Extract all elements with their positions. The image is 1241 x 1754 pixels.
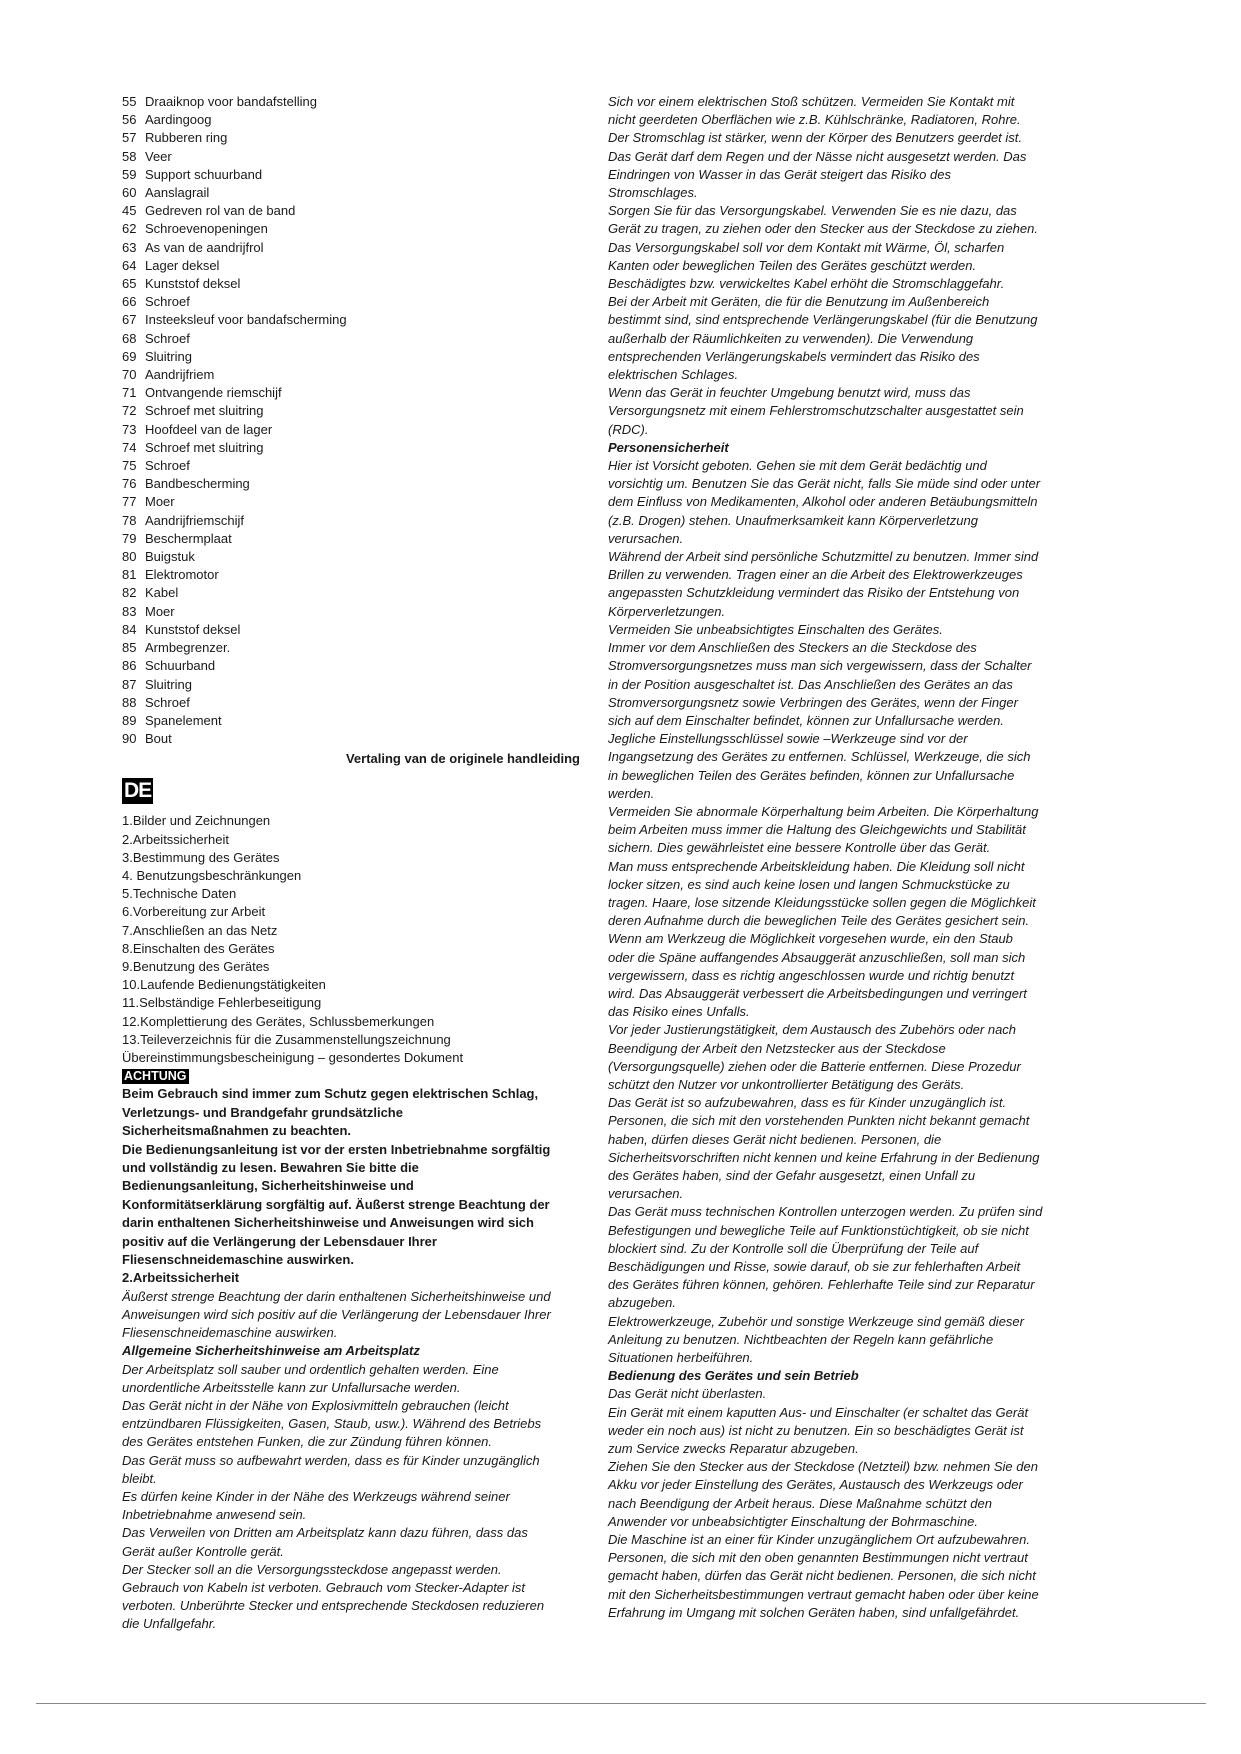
body-line: des Gerätes haben, sind der Gefahr ausgesetzt, einen Unfall zu: [608, 1167, 976, 1183]
body-line: Während der Arbeit sind persönliche Schutzmittel zu benutzen. Immer sind: [608, 549, 1039, 565]
part-label: Veer: [145, 148, 172, 164]
part-number: 63: [122, 239, 137, 255]
toc-item: 3.Bestimmung des Gerätes: [122, 849, 280, 865]
list-item: [122, 439, 580, 457]
warning-line: Bedienungsanleitung, Sicherheitshinweise und: [122, 1178, 414, 1194]
list-item: [122, 111, 580, 129]
part-label: Buigstuk: [145, 549, 195, 565]
part-label: Bout: [145, 731, 172, 747]
body-line: Beendigung der Arbeit den Netzstecker aus der Steckdose: [608, 1040, 946, 1056]
part-label: Elektromotor: [145, 567, 219, 583]
body-line: Ingangsetzung des Gerätes zu entfernen. Schlüssel, Werkzeuge, die sich: [608, 749, 1031, 765]
part-number: 77: [122, 494, 137, 510]
body-line: bleibt.: [122, 1470, 157, 1486]
part-number: 72: [122, 403, 137, 419]
part-label: Insteeksleuf voor bandafscherming: [145, 312, 347, 328]
list-item: [122, 548, 580, 566]
list-item: [122, 239, 580, 257]
body-line: sich auf dem Einschalter befindet, können zur Unfallursache werden.: [608, 712, 1004, 728]
list-item: [122, 202, 580, 220]
list-item: [122, 639, 580, 657]
body-line: Eindringen von Wasser in das Gerät steigert das Risiko des: [608, 166, 951, 182]
toc-item: 6.Vorbereitung zur Arbeit: [122, 904, 266, 920]
part-number: 57: [122, 130, 137, 146]
body-line: Das Gerät nicht überlasten.: [608, 1386, 767, 1402]
body-line: Anleitung zu benutzen. Nichtbeachten der Regeln kann gefährliche: [608, 1331, 994, 1347]
body-line: sichern. Dies gewährleistet eine bessere Kontrolle über das Gerät.: [608, 840, 991, 856]
body-line: nach Beendigung der Arbeit heraus. Diese Maßnahme schützt den: [608, 1495, 992, 1511]
toc-item: 4. Benutzungsbeschränkungen: [122, 867, 302, 883]
part-label: Schroef met sluitring: [145, 403, 264, 419]
body-line: entsprechenden Verlängerungskabels vermindert das Risiko des: [608, 348, 980, 364]
body-line: Bei der Arbeit mit Geräten, die für die Benutzung im Außenbereich: [608, 294, 990, 310]
list-item: [122, 257, 580, 275]
part-label: Sluitring: [145, 348, 192, 364]
warning-text: [122, 1085, 580, 1287]
body-line: haben, dürfen dieses Gerät nicht bedienen. Personen, die: [608, 1131, 942, 1147]
body-line: wird. Das Absauggerät verbessert die Arbeitsbedingungen und verringert: [608, 985, 1027, 1001]
list-item: [122, 475, 580, 493]
body-line: Versorgungsnetz mit einem Fehlerstromschutzschalter ausgestattet sein: [608, 403, 1024, 419]
body-line: Der Stecker soll an die Versorgungssteckdose angepasst werden.: [122, 1561, 502, 1577]
body-line: Hier ist Vorsicht geboten. Gehen sie mit dem Gerät bedächtig und: [608, 458, 987, 474]
body-line: zum Service zwecks Reparatur abzugeben.: [608, 1441, 859, 1457]
warning-line: 2.Arbeitssicherheit: [122, 1270, 240, 1286]
body-line: Ziehen Sie den Stecker aus der Steckdose (Netzteil) bzw. nehmen Sie den: [608, 1459, 1038, 1475]
part-number: 45: [122, 203, 137, 219]
part-label: Support schuurband: [145, 166, 263, 182]
body-line: Stromschlages.: [608, 185, 698, 201]
part-number: 82: [122, 585, 137, 601]
left-body-text: [122, 1288, 580, 1634]
part-number: 66: [122, 294, 137, 310]
body-line: Vermeiden Sie abnormale Körperhaltung beim Arbeiten. Die Körperhaltung: [608, 803, 1039, 819]
part-label: Beschermplaat: [145, 530, 232, 546]
left-column: [122, 93, 580, 1634]
list-item: [122, 348, 580, 366]
list-item: [122, 676, 580, 694]
list-item: [122, 402, 580, 420]
part-label: Gedreven rol van de band: [145, 203, 296, 219]
body-line: Das Gerät muss so aufbewahrt werden, dass es für Kinder unzugänglich: [122, 1452, 540, 1468]
part-number: 81: [122, 567, 137, 583]
body-line: Das Gerät darf dem Regen und der Nässe nicht ausgesetzt werden. Das: [608, 148, 1027, 164]
toc-item: 10.Laufende Bedienungstätigkeiten: [122, 977, 326, 993]
list-item: [122, 220, 580, 238]
list-item: [122, 584, 580, 602]
body-line: Das Verweilen von Dritten am Arbeitsplatz kann dazu führen, dass das: [122, 1525, 528, 1541]
list-item: [122, 621, 580, 639]
translation-caption: Vertaling van de originele handleiding: [345, 751, 580, 767]
part-number: 73: [122, 421, 137, 437]
body-line: Fliesenschneidemaschine auswirken.: [122, 1325, 338, 1341]
list-item: [122, 566, 580, 584]
body-line: Gerät außer Kontrolle gerät.: [122, 1543, 284, 1559]
warning-line: Fliesenschneidemaschine auswirken.: [122, 1252, 354, 1268]
list-item: [122, 93, 580, 111]
part-label: Kunststof deksel: [145, 276, 241, 292]
body-line: Anweisungen wird sich positiv auf die Verlängerung der Lebensdauer Ihrer: [122, 1307, 551, 1323]
body-line: (z.B. Drogen) stehen. Unaufmerksamkeit kann Körperverletzung: [608, 512, 978, 528]
body-line: Gebrauch von Kabeln ist verboten. Gebrauch vom Stecker-Adapter ist: [122, 1580, 525, 1596]
body-line: bestimmt sind, sind entsprechende Verlängerungskabel (für die Benutzung: [608, 312, 1038, 328]
body-line: Beschädigungen und Risse, sowie darauf, ob sie zur fehlerhaften Arbeit: [608, 1259, 1021, 1274]
part-label: Aandrijfriemschijf: [145, 512, 244, 528]
part-label: Moer: [145, 494, 175, 510]
body-line: vorsichtig um. Benutzen Sie das Gerät nicht, falls Sie müde sind oder unter: [608, 476, 1041, 492]
part-number: 70: [122, 367, 137, 383]
part-number: 86: [122, 658, 137, 674]
list-item: [122, 603, 580, 621]
part-number: 59: [122, 166, 137, 182]
part-number: 80: [122, 549, 137, 565]
body-line: Immer vor dem Anschließen des Steckers an die Steckdose des: [608, 640, 977, 656]
list-item: [122, 457, 580, 475]
body-line: außerhalb der Räumlichkeiten zu verwenden). Die Verwendung: [608, 330, 974, 346]
list-item: [122, 311, 580, 329]
list-item: [122, 366, 580, 384]
body-line: die Unfallgefahr.: [122, 1616, 217, 1632]
body-line: Der Stromschlag ist stärker, wenn der Körper des Benutzers geerdet ist.: [608, 130, 1023, 146]
toc-item: 5.Technische Daten: [122, 886, 237, 902]
body-line: unordentliche Arbeitsstelle kann zur Unfallursache werden.: [122, 1379, 461, 1395]
body-line: Stromversorgungsnetzes muss man sich vergewissern, dass der Schalter: [608, 658, 1032, 674]
part-label: Schroef met sluitring: [145, 439, 264, 455]
body-line: vergewissern, dass es richtig angeschlossen wurde und richtig benutzt: [608, 967, 1015, 983]
body-line: dem Einfluss von Medikamenten, Alkohol oder anderen Betäubungsmitteln: [608, 494, 1038, 510]
part-number: 79: [122, 530, 137, 546]
body-line: Man muss entsprechende Arbeitskleidung haben. Die Kleidung soll nicht: [608, 858, 1025, 874]
toc-item: 13.Teileverzeichnis für die Zusammenstellungszeichnung: [122, 1031, 451, 1047]
body-line: Wenn am Werkzeug die Möglichkeit vorgesehen wurde, ein den Staub: [608, 931, 1013, 947]
body-line: Gerät zu tragen, zu ziehen oder den Stecker aus der Steckdose zu ziehen.: [608, 221, 1038, 237]
body-line: in der Position ausgeschaltet ist. Das Anschließen des Gerätes an das: [608, 676, 1013, 692]
body-line: (Versorgungsquelle) ziehen oder die Batterie entfernen. Diese Prozedur: [608, 1058, 1021, 1074]
part-label: Schroef: [145, 458, 190, 474]
body-line: Jegliche Einstellungsschlüssel sowie –Werkzeuge sind vor der: [608, 731, 968, 747]
part-label: Schroevenopeningen: [145, 221, 268, 237]
part-label: Ontvangende riemschijf: [145, 385, 282, 401]
warning-line: Beim Gebrauch sind immer zum Schutz gegen elektrischen Schlag,: [122, 1086, 539, 1102]
part-label: Rubberen ring: [145, 130, 228, 146]
part-label: Aardingoog: [145, 112, 212, 128]
warning-line: Verletzungs- und Brandgefahr grundsätzliche: [122, 1104, 403, 1120]
body-line: Das Gerät ist so aufzubewahren, dass es für Kinder unzugänglich ist.: [608, 1095, 1007, 1111]
table-of-contents: [122, 812, 580, 1067]
part-number: 90: [122, 731, 137, 747]
part-label: Schuurband: [145, 658, 216, 674]
part-number: 71: [122, 385, 137, 401]
body-line: deren Aufnahme durch die beweglichen Teile des Gerätes gesichert sein.: [608, 913, 1030, 929]
body-line: beim Arbeiten muss immer die Haltung des Gleichgewichts und Stabilität: [608, 822, 1026, 838]
part-label: Bandbescherming: [145, 476, 250, 492]
body-line: Personen, die sich mit den oben genannten Bestimmungen nicht vertraut: [608, 1550, 1028, 1566]
toc-item: 1.Bilder und Zeichnungen: [122, 813, 271, 829]
warning-line: positiv auf die Verlängerung der Lebensdauer Ihrer: [122, 1233, 437, 1249]
body-line: Anwender vor unbeabsichtigter Einschaltung der Bohrmaschine.: [608, 1513, 978, 1529]
body-line: Ein Gerät mit einem kaputten Aus- und Einschalter (er schaltet das Gerät: [608, 1404, 1029, 1420]
part-label: Schroef: [145, 294, 190, 310]
part-label: Sluitring: [145, 676, 192, 692]
body-line: weder ein noch aus) ist nicht zu benutzen. Ein so beschädigtes Gerät ist: [608, 1422, 1024, 1438]
part-number: 75: [122, 458, 137, 474]
part-label: Lager deksel: [145, 257, 220, 273]
section-heading: Allgemeine Sicherheitshinweise am Arbeitsplatz: [122, 1343, 420, 1359]
body-line: Das Gerät nicht in der Nähe von Explosivmitteln gebrauchen (leicht: [122, 1398, 509, 1414]
list-item: [122, 421, 580, 439]
body-line: Akku vor jeder Einstellung des Gerätes, Austausch des Werkzeugs oder: [608, 1477, 1023, 1493]
body-line: Kanten oder beweglichen Teilen des Gerätes geschützt werden.: [608, 257, 977, 273]
right-column: [608, 93, 1078, 1622]
body-line: Vor jeder Justierungstätigkeit, dem Austausch des Zubehörs oder nach: [608, 1022, 1017, 1038]
body-line: blockiert sind. Zu der Kontrolle soll die Überprüfung der Teile auf: [608, 1240, 979, 1256]
part-number: 56: [122, 112, 137, 128]
part-number: 74: [122, 439, 137, 455]
body-line: verursachen.: [608, 530, 684, 546]
body-line: Beschädigtes bzw. verwickeltes Kabel erhöht die Stromschlaggefahr.: [608, 276, 1005, 292]
body-line: mit den Sicherheitsbestimmungen vertraut gemacht haben oder über keine: [608, 1586, 1039, 1602]
part-number: 67: [122, 312, 137, 328]
warning-label: ACHTUNG: [124, 1069, 187, 1084]
body-line: das Risiko eines Unfalls.: [608, 1004, 750, 1020]
body-line: nicht geerdeten Oberflächen wie z.B. Kühlschränke, Radiatoren, Rohre.: [608, 112, 1021, 128]
part-number: 84: [122, 621, 137, 637]
body-line: Das Gerät muss technischen Kontrollen unterzogen werden. Zu prüfen sind: [608, 1204, 1043, 1220]
body-line: Körperverletzungen.: [608, 603, 726, 619]
body-line: verursachen.: [608, 1186, 684, 1202]
part-label: Kunststof deksel: [145, 621, 241, 637]
part-number: 55: [122, 94, 137, 109]
list-item: [122, 730, 580, 748]
part-label: As van de aandrijfrol: [145, 239, 264, 255]
section-heading: Bedienung des Gerätes und sein Betrieb: [608, 1368, 859, 1384]
toc-item: 7.Anschließen an das Netz: [122, 922, 278, 938]
body-line: Erfahrung im Umgang mit solchen Geräten haben, sind unfallgefährdet.: [608, 1604, 1020, 1620]
body-line: in beweglichen Teilen des Gerätes befinden, können zur Unfallursache: [608, 767, 1015, 783]
part-number: 83: [122, 603, 137, 619]
list-item: [122, 712, 580, 730]
language-badge-de: DE: [124, 779, 152, 803]
part-label: Armbegrenzer.: [145, 640, 231, 656]
body-line: Wenn das Gerät in feuchter Umgebung benutzt wird, muss das: [608, 385, 971, 401]
body-line: Die Maschine ist an einer für Kinder unzugänglichem Ort aufzubewahren.: [608, 1532, 1031, 1548]
part-number: 78: [122, 512, 137, 528]
body-line: Befestigungen und bewegliche Teile auf Funktionstüchtigkeit, ob sie nicht: [608, 1222, 1029, 1238]
part-label: Kabel: [145, 585, 179, 601]
body-line: Situationen herbeiführen.: [608, 1350, 754, 1366]
part-number: 68: [122, 330, 137, 346]
parts-list: [122, 93, 580, 748]
part-number: 62: [122, 221, 137, 237]
body-line: (RDC).: [608, 421, 649, 437]
part-label: Aandrijfriem: [145, 367, 215, 383]
list-item: [122, 384, 580, 402]
list-item: [122, 129, 580, 147]
part-number: 89: [122, 712, 137, 728]
body-line: Brillen zu verwenden. Tragen einer an die Arbeit des Elektrowerkzeuges: [608, 567, 1023, 583]
body-line: locker sitzen, es sind auch keine losen und langen Schmuckstücke zu: [608, 876, 1010, 892]
section-heading: Personensicherheit: [608, 439, 729, 455]
body-line: Personen, die sich mit den vorstehenden Punkten nicht bekannt gemacht: [608, 1113, 1030, 1129]
list-item: [122, 694, 580, 712]
part-number: 88: [122, 694, 137, 710]
body-line: Äußerst strenge Beachtung der darin enthaltenen Sicherheitshinweise und: [122, 1288, 551, 1304]
body-line: abzugeben.: [608, 1295, 676, 1311]
body-line: Es dürfen keine Kinder in der Nähe des Werkzeugs während seiner: [122, 1489, 510, 1505]
toc-item: 11.Selbständige Fehlerbeseitigung: [122, 995, 322, 1011]
warning-line: Sicherheitsmaßnahmen zu beachten.: [122, 1123, 352, 1139]
part-number: 65: [122, 276, 137, 292]
toc-item: 8.Einschalten des Gerätes: [122, 940, 275, 956]
toc-item: Übereinstimmungsbescheinigung – gesondertes Dokument: [122, 1049, 464, 1065]
body-line: oder die Späne auffangendes Absauggerät anzuschließen, soll man sich: [608, 949, 1026, 965]
body-line: entzündbaren Flüssigkeiten, Gasen, Staub, usw.). Während des Betriebs: [122, 1416, 542, 1432]
list-item: [122, 330, 580, 348]
toc-item: 2.Arbeitssicherheit: [122, 831, 229, 847]
body-line: Stromversorgungsnetz sowie Verbringen des Gerätes, wenn der Finger: [608, 694, 1018, 710]
body-line: schützt den Nutzer vor unkontrollierter Betätigung des Geräts.: [608, 1076, 965, 1092]
body-line: angepassten Schutzkleidung vermindert das Risiko der Entstehung von: [608, 585, 1020, 601]
body-line: elektrischen Schlages.: [608, 367, 739, 383]
body-line: gemacht haben, dürfen das Gerät nicht bedienen. Personen, die sich nicht: [608, 1568, 1036, 1584]
body-line: tragen. Haare, lose sitzende Kleidungsstücke sollen gegen die Möglichkeit: [608, 894, 1036, 910]
part-label: Draaiknop voor bandafstelling: [145, 94, 317, 109]
body-line: Sicherheitsvorschriften nicht kennen und keine Erfahrung in der Bedienung: [608, 1149, 1040, 1165]
body-line: Das Versorgungskabel soll vor dem Kontakt mit Wärme, Öl, scharfen: [608, 239, 1005, 255]
part-number: 60: [122, 185, 137, 201]
list-item: [122, 275, 580, 293]
part-label: Hoofdeel van de lager: [145, 421, 273, 437]
body-line: Sorgen Sie für das Versorgungskabel. Verwenden Sie es nie dazu, das: [608, 203, 1017, 219]
warning-line: Die Bedienungsanleitung ist vor der ersten Inbetriebnahme sorgfältig: [122, 1141, 551, 1157]
part-label: Moer: [145, 603, 175, 619]
part-label: Schroef: [145, 330, 190, 346]
list-item: [122, 493, 580, 511]
list-item: [122, 184, 580, 202]
footer-rule: [36, 1703, 1206, 1704]
part-number: 76: [122, 476, 137, 492]
part-label: Aanslagrail: [145, 185, 210, 201]
list-item: [122, 148, 580, 166]
list-item: [122, 657, 580, 675]
body-line: Elektrowerkzeuge, Zubehör und sonstige Werkzeuge sind gemäß dieser: [608, 1313, 1024, 1329]
body-line: Sich vor einem elektrischen Stoß schützen. Vermeiden Sie Kontakt mit: [608, 94, 1015, 109]
list-item: [122, 530, 580, 548]
warning-line: und vollständig zu lesen. Bewahren Sie bitte die: [122, 1159, 419, 1175]
body-line: verboten. Unberührte Stecker und entsprechende Steckdosen reduzieren: [122, 1598, 545, 1614]
part-number: 85: [122, 640, 137, 656]
toc-item: 9.Benutzung des Gerätes: [122, 958, 270, 974]
body-line: werden.: [608, 785, 655, 801]
list-item: [122, 166, 580, 184]
list-item: [122, 512, 580, 530]
part-number: 64: [122, 257, 137, 273]
body-line: Vermeiden Sie unbeabsichtigtes Einschalten des Gerätes.: [608, 621, 943, 637]
part-number: 69: [122, 348, 137, 364]
toc-item: 12.Komplettierung des Gerätes, Schlussbemerkungen: [122, 1013, 435, 1029]
body-line: des Gerätes entstehen Funken, die zur Zündung führen können.: [122, 1434, 493, 1450]
warning-line: Konformitätserklärung sorgfältig auf. Äußerst strenge Beachtung der: [122, 1196, 550, 1212]
part-number: 87: [122, 676, 137, 692]
list-item: [122, 293, 580, 311]
body-line: des Gerätes führen können, gehören. Fehlerhafte Teile sind zur Reparatur: [608, 1277, 1035, 1293]
part-label: Schroef: [145, 694, 190, 710]
part-label: Spanelement: [145, 712, 222, 728]
body-line: Der Arbeitsplatz soll sauber und ordentlich gehalten werden. Eine: [122, 1361, 499, 1377]
part-number: 58: [122, 148, 137, 164]
body-line: Inbetriebnahme anwesend sein.: [122, 1507, 307, 1523]
right-body-text: [608, 93, 1078, 1622]
warning-line: darin enthaltenen Sicherheitshinweise und Anweisungen wird sich: [122, 1215, 534, 1231]
